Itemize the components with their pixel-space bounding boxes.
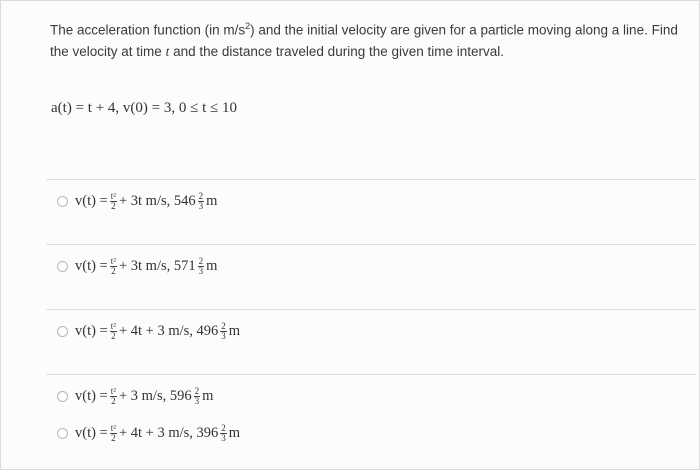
fraction-denominator: 3	[198, 266, 204, 276]
fraction	[110, 424, 117, 443]
choice-unit: m	[206, 258, 218, 274]
question-sup: 2	[245, 21, 251, 31]
choice-pre: v(t) =	[75, 388, 108, 404]
radio-button[interactable]	[57, 326, 68, 337]
fraction	[198, 257, 205, 276]
choice-post: + 3 m/s, 596	[118, 388, 192, 404]
divider	[46, 244, 696, 245]
fraction	[110, 387, 117, 406]
radio-button[interactable]	[57, 391, 68, 402]
fraction-numerator: 2	[194, 386, 200, 396]
question-part3: and the distance traveled during the given time interval.	[169, 43, 505, 59]
divider	[46, 309, 696, 310]
choice-post: + 3t m/s, 571	[118, 258, 196, 274]
divider	[46, 374, 696, 375]
fraction-numerator: t²	[110, 423, 116, 433]
radio-button[interactable]	[57, 428, 68, 439]
choice-pre: v(t) =	[75, 193, 108, 209]
fraction-numerator: 2	[198, 191, 204, 201]
fraction-numerator: t²	[110, 191, 116, 201]
choice-pre: v(t) =	[75, 425, 108, 441]
fraction-numerator: 2	[221, 423, 226, 433]
fraction-denominator: 2	[111, 433, 116, 443]
fraction	[220, 322, 227, 341]
fraction-denominator: 3	[194, 396, 200, 406]
fraction-denominator: 2	[111, 396, 116, 406]
question-part1: The acceleration function (in m/s	[50, 22, 246, 38]
question-text	[50, 16, 680, 62]
choice-2[interactable]	[57, 257, 217, 276]
choice-post: + 4t + 3 m/s, 496	[118, 323, 219, 339]
choice-pre: v(t) =	[75, 258, 108, 274]
fraction	[194, 387, 201, 406]
choice-5[interactable]	[57, 424, 240, 443]
fraction-numerator: t²	[110, 386, 116, 396]
fraction	[220, 424, 227, 443]
choice-1[interactable]	[57, 192, 217, 211]
question-t: t	[165, 43, 170, 59]
choice-unit: m	[228, 323, 241, 339]
choice-3[interactable]	[57, 322, 240, 341]
choice-unit: m	[228, 425, 241, 441]
fraction-numerator: 2	[221, 321, 226, 331]
fraction-denominator: 3	[221, 433, 226, 443]
radio-button[interactable]	[57, 196, 68, 207]
choice-unit: m	[206, 193, 218, 209]
fraction	[110, 192, 117, 211]
fraction	[198, 192, 205, 211]
choice-post: + 4t + 3 m/s, 396	[118, 425, 219, 441]
divider	[46, 179, 696, 180]
fraction-numerator: t²	[110, 256, 116, 266]
fraction	[110, 322, 117, 341]
fraction	[110, 257, 117, 276]
given-expression: a(t) = t + 4, v(0) = 3, 0 ≤ t ≤ 10	[51, 100, 237, 116]
radio-button[interactable]	[57, 261, 68, 272]
fraction-denominator: 2	[111, 201, 116, 211]
question-part2: ) and the initial velocity are given for a particle moving along a line. Find the velocity at time	[50, 22, 678, 59]
choice-unit: m	[202, 388, 214, 404]
fraction-numerator: 2	[198, 256, 204, 266]
fraction-denominator: 3	[221, 331, 226, 341]
fraction-denominator: 3	[198, 201, 204, 211]
choice-post: + 3t m/s, 546	[118, 193, 196, 209]
fraction-numerator: t²	[110, 321, 116, 331]
fraction-denominator: 2	[111, 331, 116, 341]
choice-pre: v(t) =	[75, 323, 108, 339]
choice-4[interactable]	[57, 387, 213, 406]
fraction-denominator: 2	[111, 266, 116, 276]
